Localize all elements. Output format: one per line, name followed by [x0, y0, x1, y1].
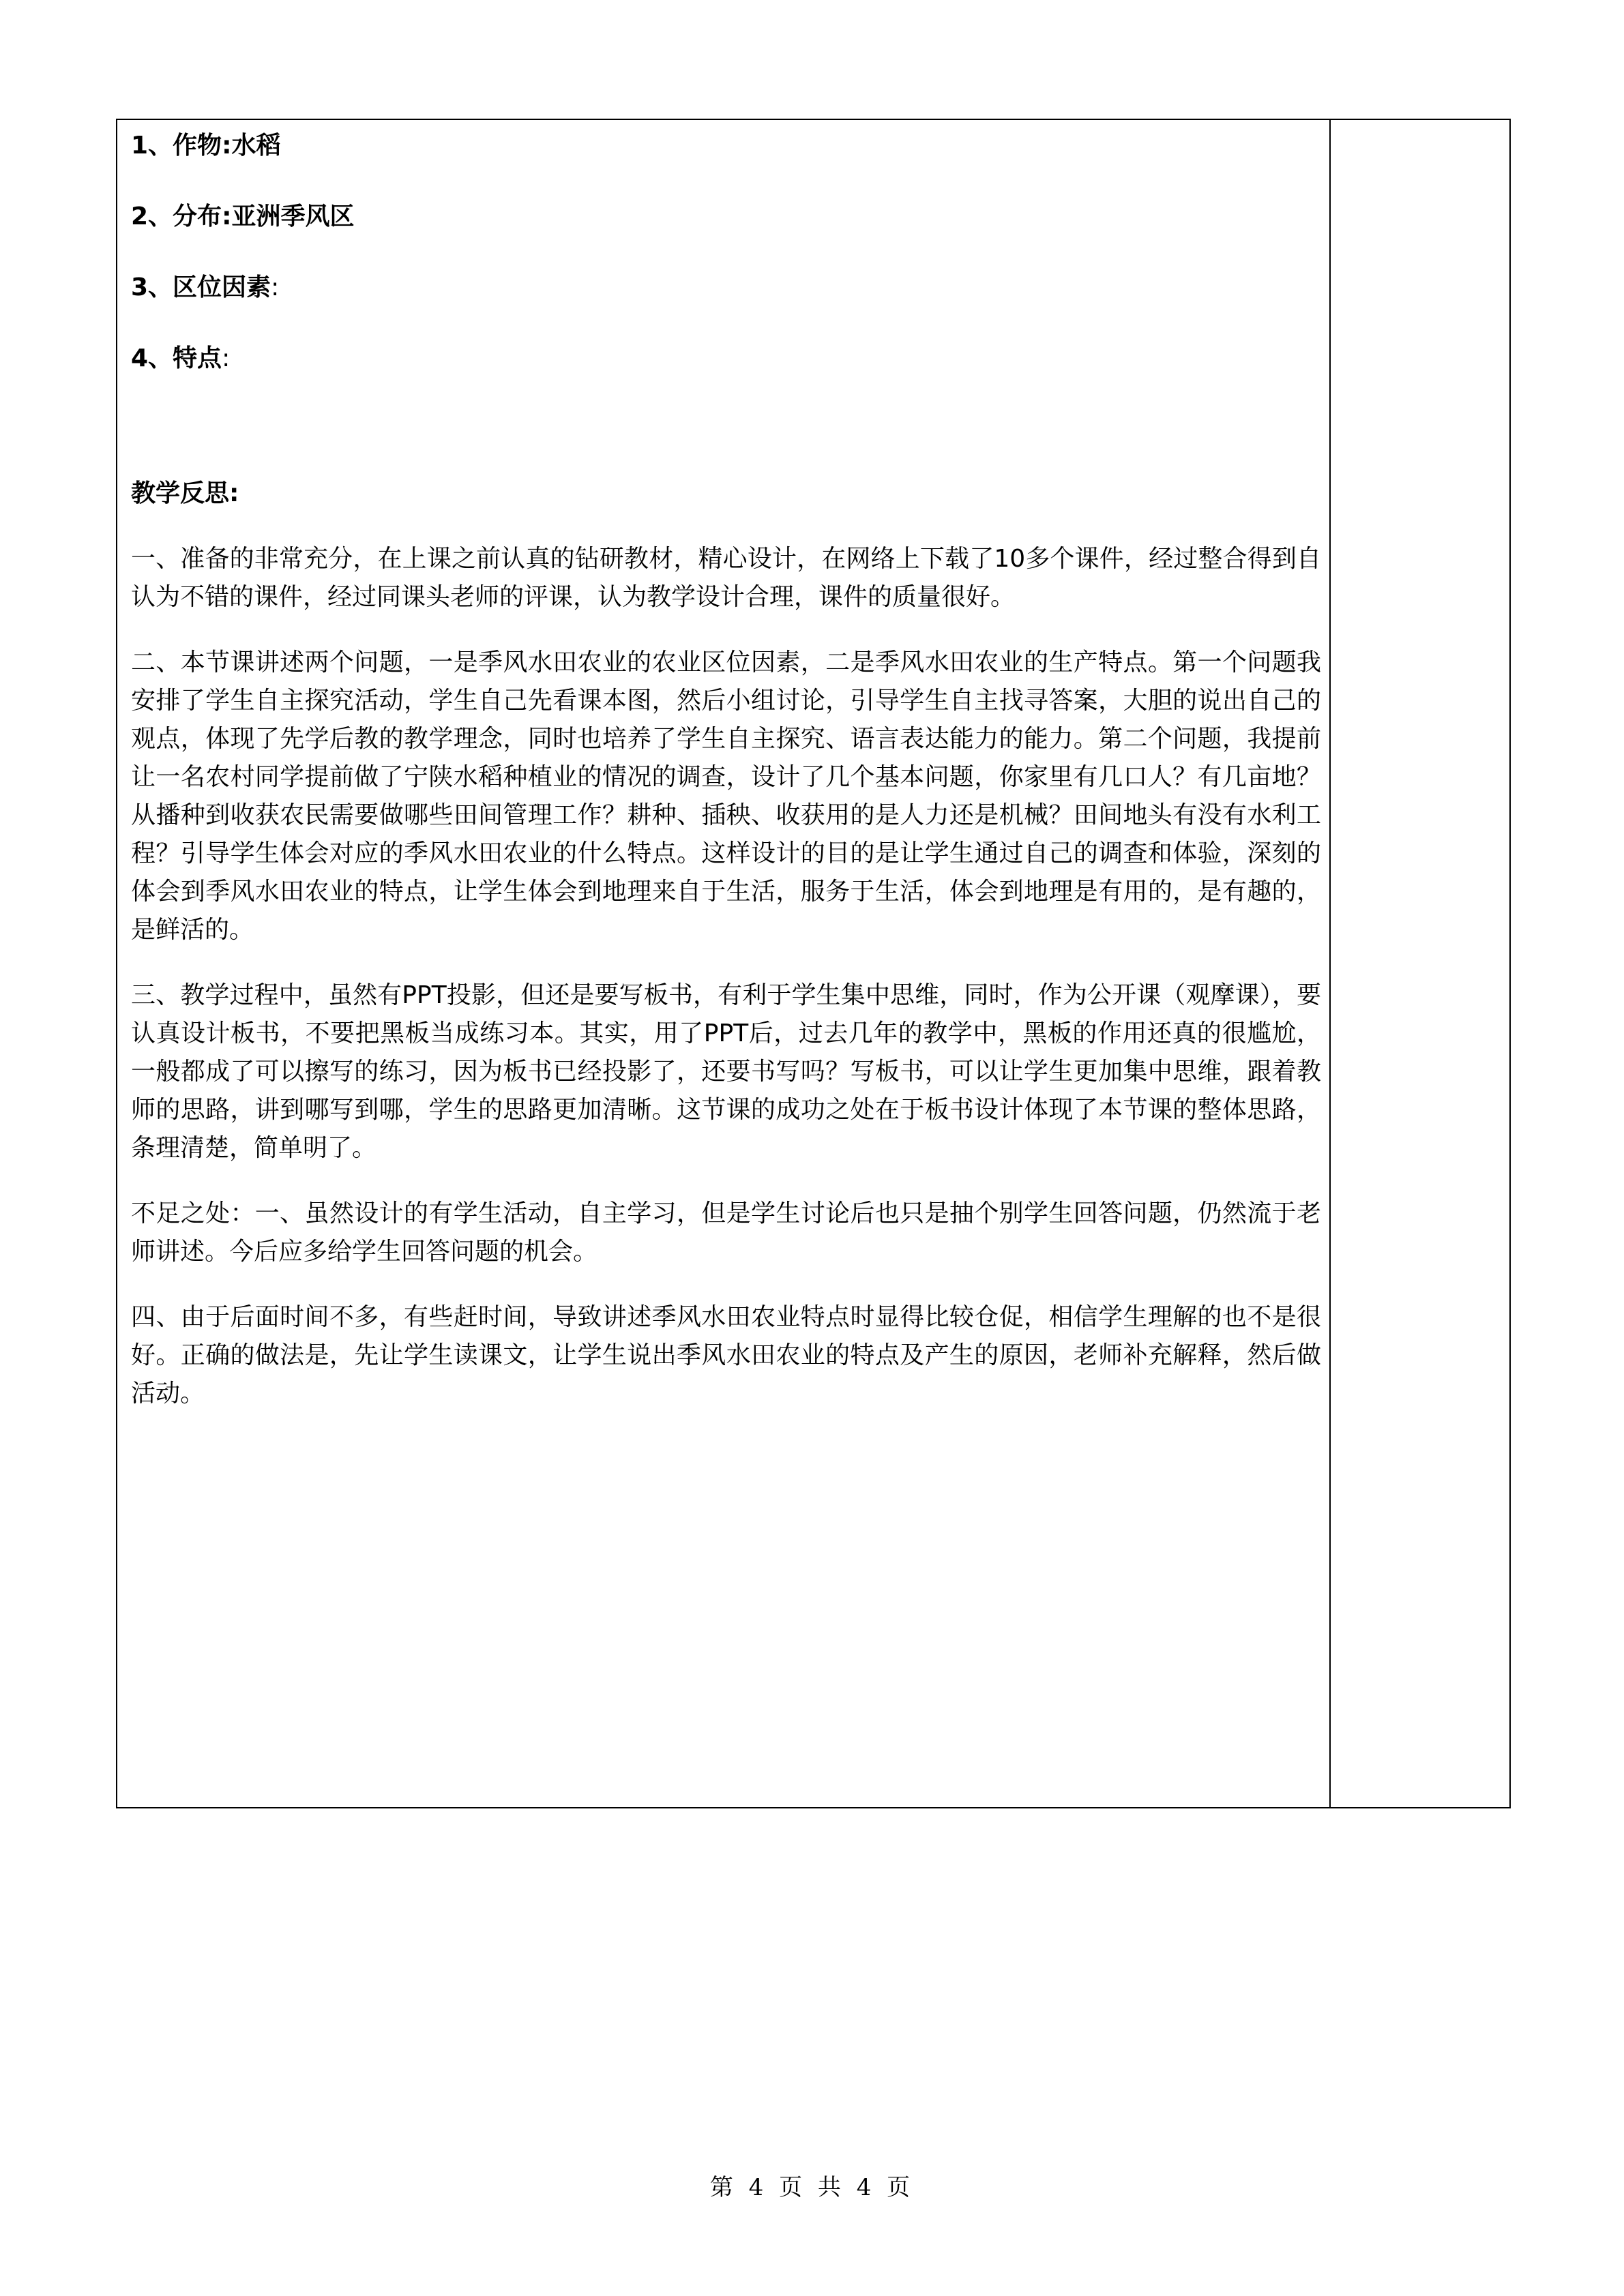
content-cell [131, 121, 1321, 1440]
item-location-factors-sep: : [271, 273, 280, 301]
item-distribution-value: 亚洲季风区 [231, 203, 355, 230]
item-crop-label: 1、作物 [131, 132, 222, 160]
page-footer: 第 4 页 共 4 页 [709, 2174, 915, 2201]
item-features [131, 342, 1321, 375]
item-location-factors-label: 3、区位因素 [131, 273, 271, 301]
item-features-sep: : [222, 344, 231, 372]
reflection-paragraph-4: 不足之处：一、虽然设计的有学生活动，自主学习，但是学生讨论后也只是抽个别学生回答问题，仍然流于老师讲述。今后应多给学生回答问题的机会。 [131, 1199, 1321, 1266]
item-distribution-sep: : [222, 203, 232, 230]
item-crop [131, 130, 1321, 162]
item-distribution-label: 2、分布 [131, 203, 222, 230]
item-location-factors [131, 271, 1321, 304]
reflection-paragraph-3: 三、教学过程中，虽然有PPT投影，但还是要写板书，有利于学生集中思维，同时，作为公开课（观摩课），要认真设计板书，不要把黑板当成练习本。其实，用了PPT后，过去几年的教学中，黑板的作用还真的很尴尬，一般都成了可以擦写的练习，因为板书已经投影了，还要书写吗？写板书，可以让学生更加集中思维，跟着教师的思路，讲到哪写到哪，学生的思路更加清晰。这节课的成功之处在于板书设计体现了本节课的整体思路，条理清楚，简单明了。 [131, 981, 1321, 1162]
item-crop-value: 水稻 [231, 132, 281, 160]
reflection-paragraph-1: 一、准备的非常充分，在上课之前认真的钻研教材，精心设计，在网络上下载了10多个课件，经过整合得到自认为不错的课件，经过同课头老师的评课，认为教学设计合理，课件的质量很好。 [131, 545, 1321, 611]
item-crop-sep: : [222, 132, 232, 160]
table-column-divider [1329, 119, 1331, 1808]
reflection-paragraph-2: 二、本节课讲述两个问题，一是季风水田农业的农业区位因素，二是季风水田农业的生产特点。第一个问题我安排了学生自主探究活动，学生自己先看课本图，然后小组讨论，引导学生自主找寻答案，大胆的说出自己的观点，体现了先学后教的教学理念，同时也培养了学生自主探究、语言表达能力的能力。第二个问题，我提前让一名农村同学提前做了宁陕水稻种植业的情况的调查，设计了几个基本问题，你家里有几口人？有几亩地？从播种到收获农民需要做哪些田间管理工作？耕种、插秧、收获用的是人力还是机械？田间地头有没有水利工程？引导学生体会对应的季风水田农业的什么特点。这样设计的目的是让学生通过自己的调查和体验，深刻的体会到季风水田农业的特点，让学生体会到地理来自于生活，服务于生活，体会到地理是有用的，是有趣的，是鲜活的。 [131, 648, 1321, 944]
item-features-label: 4、特点 [131, 344, 222, 372]
item-distribution [131, 200, 1321, 233]
reflection-title: 教学反思: [131, 479, 239, 507]
reflection-paragraph-5: 四、由于后面时间不多，有些赶时间，导致讲述季风水田农业特点时显得比较仓促，相信学生理解的也不是很好。正确的做法是，先让学生读课文，让学生说出季风水田农业的特点及产生的原因，老师补充解释，然后做活动。 [131, 1303, 1321, 1407]
